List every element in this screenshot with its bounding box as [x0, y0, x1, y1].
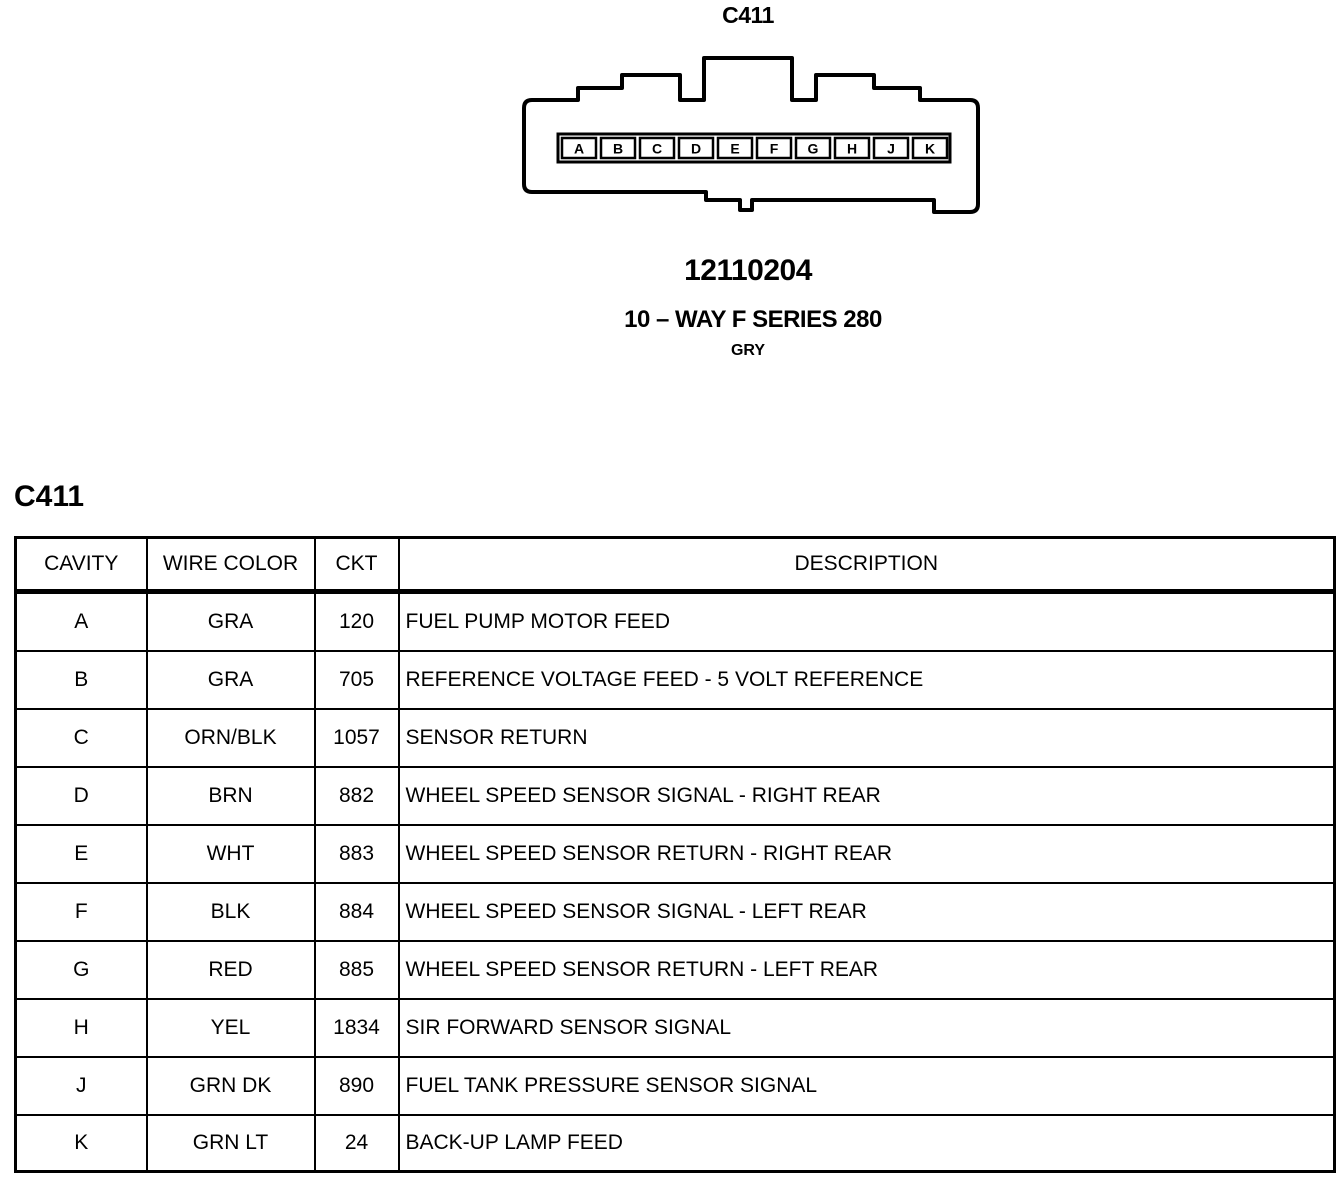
cell-description: WHEEL SPEED SENSOR RETURN - LEFT REAR: [399, 941, 1335, 999]
cavity-labels: [562, 138, 947, 158]
cell-cavity: A: [16, 592, 147, 652]
table-body: [16, 592, 1335, 1172]
table-title: C411: [14, 480, 85, 513]
cell-description: SIR FORWARD SENSOR SIGNAL: [399, 999, 1335, 1057]
cavity-label: D: [690, 140, 702, 157]
cell-wire-color: GRN DK: [147, 1057, 315, 1115]
cell-description: WHEEL SPEED SENSOR RETURN - RIGHT REAR: [399, 825, 1335, 883]
cell-wire-color: RED: [147, 941, 315, 999]
table-row: [16, 1115, 1335, 1172]
pinout-table: [14, 536, 1336, 1173]
cell-ckt: 24: [315, 1115, 399, 1172]
cell-description: WHEEL SPEED SENSOR SIGNAL - LEFT REAR: [399, 883, 1335, 941]
cell-wire-color: BLK: [147, 883, 315, 941]
cell-cavity: B: [16, 651, 147, 709]
cell-ckt: 883: [315, 825, 399, 883]
table-row: [16, 592, 1335, 652]
cell-wire-color: BRN: [147, 767, 315, 825]
connector-color: GRY: [730, 342, 766, 359]
cell-ckt: 884: [315, 883, 399, 941]
cavity-label: C: [651, 140, 663, 157]
part-number: 12110204: [684, 254, 812, 287]
connector-face-diagram: [520, 54, 984, 218]
header-ckt: CKT: [315, 538, 399, 592]
cell-description: WHEEL SPEED SENSOR SIGNAL - RIGHT REAR: [399, 767, 1335, 825]
header-cavity: CAVITY: [16, 538, 147, 592]
header-wire-color: WIRE COLOR: [147, 538, 315, 592]
cell-cavity: J: [16, 1057, 147, 1115]
cell-cavity: C: [16, 709, 147, 767]
cavity-label: F: [769, 140, 779, 157]
table-row: [16, 709, 1335, 767]
cell-ckt: 705: [315, 651, 399, 709]
cell-cavity: G: [16, 941, 147, 999]
table-row: [16, 1057, 1335, 1115]
cell-cavity: F: [16, 883, 147, 941]
cell-ckt: 885: [315, 941, 399, 999]
cell-description: REFERENCE VOLTAGE FEED - 5 VOLT REFERENCE: [399, 651, 1335, 709]
table-row: [16, 999, 1335, 1057]
cell-cavity: E: [16, 825, 147, 883]
table-row: [16, 941, 1335, 999]
cell-description: SENSOR RETURN: [399, 709, 1335, 767]
cavity-label: J: [887, 140, 895, 157]
cell-ckt: 890: [315, 1057, 399, 1115]
cavity-label: H: [846, 140, 858, 157]
cell-wire-color: WHT: [147, 825, 315, 883]
cell-wire-color: YEL: [147, 999, 315, 1057]
cavity-label: E: [730, 140, 740, 157]
header-description: DESCRIPTION: [399, 538, 1335, 592]
cell-wire-color: ORN/BLK: [147, 709, 315, 767]
cell-wire-color: GRN LT: [147, 1115, 315, 1172]
cavity-label: G: [807, 140, 819, 157]
connector-series: 10 – WAY F SERIES 280: [624, 306, 882, 333]
cell-ckt: 120: [315, 592, 399, 652]
cell-description: FUEL TANK PRESSURE SENSOR SIGNAL: [399, 1057, 1335, 1115]
cell-cavity: K: [16, 1115, 147, 1172]
cell-wire-color: GRA: [147, 651, 315, 709]
cavity-label: B: [612, 140, 624, 157]
table-row: [16, 651, 1335, 709]
table-header-row: [16, 538, 1335, 592]
cell-wire-color: GRA: [147, 592, 315, 652]
cell-description: FUEL PUMP MOTOR FEED: [399, 592, 1335, 652]
cell-ckt: 882: [315, 767, 399, 825]
table-row: [16, 767, 1335, 825]
connector-title: C411: [722, 2, 774, 28]
cell-cavity: H: [16, 999, 147, 1057]
cell-description: BACK-UP LAMP FEED: [399, 1115, 1335, 1172]
cell-cavity: D: [16, 767, 147, 825]
table-row: [16, 825, 1335, 883]
cavity-label: A: [573, 140, 585, 157]
table-row: [16, 883, 1335, 941]
cell-ckt: 1834: [315, 999, 399, 1057]
cavity-label: K: [924, 140, 936, 157]
cell-ckt: 1057: [315, 709, 399, 767]
